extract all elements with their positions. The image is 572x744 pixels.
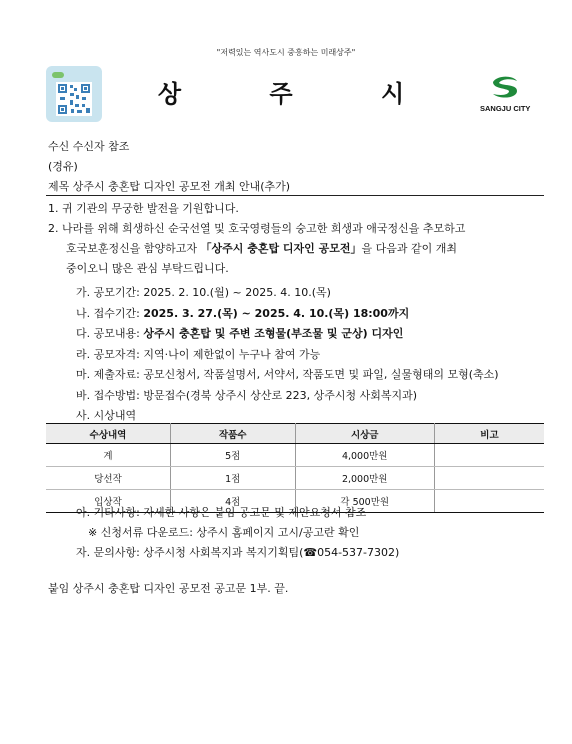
column-header: 수상내역	[46, 424, 171, 444]
contest-name: 「상주시 충혼탑 디자인 공모전」	[200, 242, 362, 255]
slogan: "저력있는 역사도시 중흥하는 미래상주"	[216, 48, 356, 57]
list-item: 나. 접수기간: 2025. 3. 27.(목) ~ 2025. 4. 10.(목) 18:00까지	[76, 306, 410, 320]
column-header: 비고	[434, 424, 544, 444]
paragraph-2-line-3: 중이오니 많은 관심 부탁드립니다.	[66, 262, 229, 275]
list-item: 사. 시상내역	[76, 409, 137, 422]
list-item: 다. 공모내용: 상주시 충혼탑 및 주변 조형물(부조물 및 군상) 디자인	[76, 327, 404, 340]
list-item: 바. 접수방법: 방문접수(경북 상주시 상산로 223, 상주시청 사회복지과)	[76, 388, 418, 402]
document-title: 상 주 시	[157, 80, 445, 108]
table-row: 당선작 1점 2,000만원	[46, 467, 544, 490]
column-header: 시상금	[295, 424, 434, 444]
table-row: 계 5점 4,000만원	[46, 444, 544, 467]
column-header: 작품수	[171, 424, 296, 444]
item-list	[76, 283, 499, 427]
paragraph-2-line-2	[66, 239, 457, 259]
logo-text: SANGJU CITY	[480, 104, 531, 113]
other-info: 아. 기타사항: 자세한 사항은 붙임 공고문 및 제안요청서 참조	[76, 506, 367, 519]
recipient: 수신 수신자 참조	[48, 140, 130, 153]
city-logo	[480, 74, 530, 113]
list-item: 라. 공모자격: 지역·나이 제한없이 누구나 참여 가능	[76, 347, 321, 361]
list-item: 가. 공모기간: 2025. 2. 10.(월) ~ 2025. 4. 10.(목)	[76, 286, 331, 299]
list-item: 마. 제출자료: 공모신청서, 작품설명서, 서약서, 작품도면 및 파일, 실물형태의 모형(축소)	[76, 368, 499, 381]
via: (경유)	[48, 160, 78, 173]
award-table	[46, 423, 544, 513]
p2-text-post: 을 다음과 같이 개최	[361, 242, 458, 255]
sangju-logo-icon	[487, 74, 523, 100]
attachment-line: 붙임 상주시 충혼탑 디자인 공모전 공고문 1부. 끝.	[48, 582, 289, 595]
paragraph-2-line-1: 2. 나라를 위해 희생하신 순국선열 및 호국영령들의 숭고한 희생과 애국정신을 추모하고	[48, 222, 466, 235]
subject: 제목 상주시 충혼탑 디자인 공모전 개최 안내(추가)	[48, 180, 291, 193]
p2-text: 호국보훈정신을 함양하고자	[66, 242, 201, 255]
table-row: 입상작 4점 각 500만원	[46, 490, 544, 513]
table-header-row	[46, 424, 544, 444]
contact-info: 자. 문의사항: 상주시청 사회복지과 복지기획팀(☎054-537-7302)	[76, 546, 400, 559]
download-note: ※ 신청서류 다운로드: 상주시 홈페이지 고시/공고란 확인	[88, 526, 360, 539]
divider	[46, 195, 544, 196]
paragraph-1: 1. 귀 기관의 무궁한 발전을 기원합니다.	[48, 202, 239, 215]
